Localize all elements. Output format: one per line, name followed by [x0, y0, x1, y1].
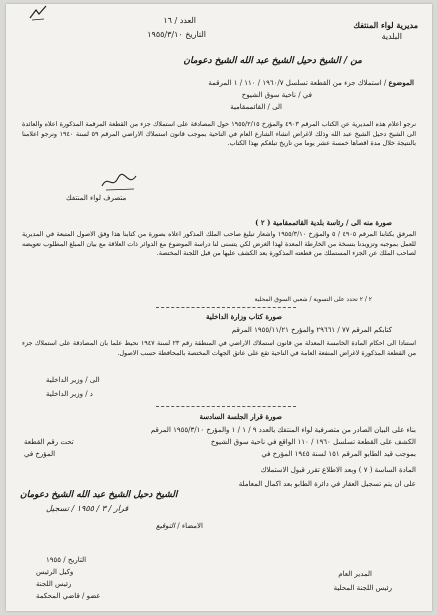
ministry-ref: كتابكم المرقم ٧٧ / ٢٩٦٦١ والمؤرخ ١٩٥٥/١١/٢١ المرقم [231, 326, 392, 334]
sender-title: من / الشيخ دحيل الشيخ عبد الله الشيخ دعومان [183, 56, 362, 66]
cc-heading: صورة منه الى / رئاسة بلدية القائممقامية ( ٢ ) [255, 218, 392, 227]
decision-line-3: بموجب قيد الطابو المرقم ١٥١ لسنة ١٩٤٥ المؤرخ في [261, 450, 416, 458]
subject-text: استملاك جزء من القطعة تسلسل ١٩٦٠/٧ / ١١٠ / ١ المرقمة [208, 79, 382, 87]
header-authority: مديرية لواء المنتفك [353, 20, 418, 30]
footer-committee: رئيس اللجنة المحلية [333, 584, 392, 592]
footer-role-2: رئيس اللجنة [36, 580, 72, 588]
subject-location: في / ناحية سوق الشيوخ [241, 91, 312, 99]
handwritten-name: الشيخ دحيل الشيخ عبد الله الشيخ دعومان [20, 490, 178, 500]
footer-role-1: وكيل الرئيس [36, 568, 74, 576]
ministry-body: استنادا الى احكام المادة الخامسة المعدلة من قانون استملاك الاراضي في المنطقة رقم ٢٣ لسنة ١٩٤٧ نحيط علما بان المصادقة على استملاك جزء من القطعة المذكورة لاغراض المنفعة العامة في الناحية تقع على عاتق الجهات المختصة بالمحافظة حسب الاصول. [22, 339, 416, 357]
divider [156, 307, 296, 308]
subject-label: الموضوع [388, 78, 414, 87]
footer-director: المدير العام [338, 570, 372, 578]
ministry-to: الى / وزير الداخلية [46, 376, 100, 384]
document-page [6, 4, 432, 611]
date-value: ١٩٥٥/٣/١٠ [147, 30, 183, 39]
number-value: / ١٦ [163, 16, 178, 25]
decision-parcel: تحت رقم القطعة [24, 438, 74, 446]
signature-line: الامضاء / التوقيع [156, 522, 203, 530]
decision-line-2: الكشف على القطعة تسلسل ١٩٦٠ / ١١٠ الواقع في ناحية سوق الشيوخ [210, 438, 416, 446]
decision-heading: صورة قرار الجلسة السادسة [199, 412, 282, 421]
pen-mark-icon [28, 4, 52, 22]
decision-line-5: المادة الساسة ( ٧ ) وبعد الاطلاع تقرر قبول الاستملاك [260, 466, 416, 474]
cc-body: المرفق بكتابنا المرقم ٤٩٠٥ / ٥ والمؤرخ ١٩٥٥/٣/١٠ واشعار تبليغ صاحب الملك المذكور اعلاه بصورة من كتابنا هذا وفق الاصول المتبعة في المديرية للعمل بموجبه وتزويدنا بنسخة من الخارطة المعدة لهذا الغرض لكي يتسنى لنا دراسة الموضوع مع الدوائر ذات العلاقة مع بيان المبلغ المطلوب تعويضه لصاحب الملك عن الجزء المستملك من قطعته المذكورة بعد الكشف عليها من قبل اللجنة المختصة. [22, 230, 416, 258]
signature-name: التوقيع [156, 522, 175, 530]
header-number [116, 16, 196, 26]
decision-date: المؤرخ في [24, 450, 56, 458]
body-paragraph-1: نرجو اعلام هذه المديرية عن الكتاب المرقم ٤٩٠٣ والمؤرخ ١٩٥٥/٢/١٥ حول المصادقة على استملاك جزء من القطعة المرقمة المذكورة اعلاه والعائدة الى الشيخ دحيل الشيخ عبد الله وذلك لاغراض انشاء الشارع العام في الناحية بموجب قانون استملاك الاراضي المرقم ٥٩ لسنة ١٩٤٠ ونرجو اعلامنا بالنتيجة خلال مدة اقصاها خمسة عشر يوما من تاريخ تبلغكم بهذا الكتاب. [22, 120, 417, 148]
date-label: التاريخ [185, 30, 206, 39]
divider [156, 406, 296, 407]
signature-label: الامضاء [181, 522, 203, 530]
header-date [96, 30, 206, 40]
header-department: البلدية [381, 32, 402, 41]
ministry-heading: صورة كتاب وزارة الداخلية [205, 312, 282, 321]
signatory-title: متصرف لواء المنتفك [66, 194, 127, 202]
footer-date: التاريخ / ١٩٥٥ [46, 556, 87, 564]
footer-role-3: عضو / قاضي المحكمة [36, 592, 101, 600]
handwritten-note: قرار / ٣ / ١٩٥٥ / تسجيل [46, 504, 129, 513]
subject-line: الموضوع / استملاك جزء من القطعة تسلسل ١٩٦٠/٧ / ١١٠ / ١ المرقمة [208, 78, 414, 87]
cc-footer: ٢ / ٢ تحدد على التسوية / شعبي السوق المحلية [254, 296, 372, 303]
number-label: العدد [179, 16, 196, 25]
ministry-cc: د / وزير الداخلية [46, 390, 93, 398]
subject-to: الى / القائممقامية [230, 103, 282, 111]
decision-line-7: على ان يتم تسجيل العقار في دائرة الطابو بعد اكمال المعاملة [238, 480, 416, 488]
signature-scribble-icon [100, 170, 140, 194]
decision-line-1: بناء على البيان الصادر من متصرفية لواء المنتفك بالعدد ٩ / ١ / ١ والمؤرخ ١٩٥٥/٣/١٠ المرقم [150, 426, 416, 434]
